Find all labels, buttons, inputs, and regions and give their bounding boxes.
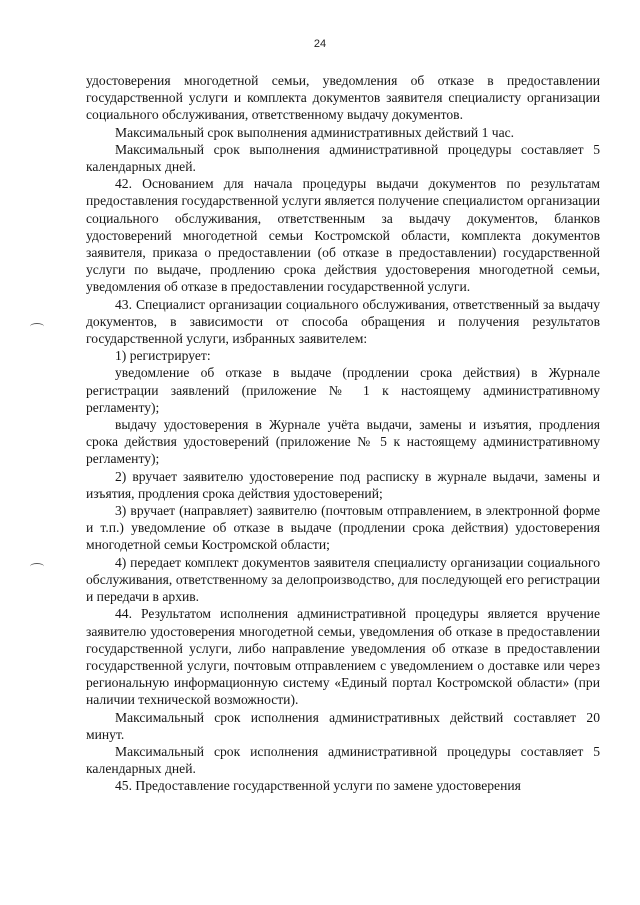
margin-mark	[30, 563, 44, 570]
paragraph: выдачу удостоверения в Журнале учёта выдачи, замены и изъятия, продления срока действия удостоверений (приложение № 5 к настоящему административному регламенту);	[86, 417, 600, 467]
paragraph: 1) регистрирует:	[115, 348, 211, 364]
paragraph: Максимальный срок выполнения административных действий 1 час.	[115, 124, 515, 140]
paragraph: 4) передает комплект документов заявителя специалисту организации социального обслуживания, ответственному за делопроизводство, для последующей его регистрации и передачи в архив.	[86, 554, 600, 605]
paragraph: 3) вручает (направляет) заявителю (почтовым отправлением, в электронной форме и т.п.) уведомление об отказе в выдаче (продлении срока действия) удостоверения многодетной семьи Костромской области;	[86, 503, 600, 553]
paragraph: удостоверения многодетной семьи, уведомления об отказе в предоставлении государственной услуги и комплекта документов заявителя специалисту организации социального обслуживания, ответственному выдачу документов.	[86, 73, 600, 123]
margin-mark	[30, 323, 44, 330]
paragraph: уведомление об отказе в выдаче (продлении срока действия) в Журнале регистрации заявлений (приложение № 1 к настоящему административному регламенту);	[86, 365, 600, 415]
paragraph: 45. Предоставление государственной услуги по замене удостоверения	[115, 778, 521, 794]
paragraph: 44. Результатом исполнения административной процедуры является вручение заявителю удостоверения многодетной семьи, уведомления об отказе в предоставлении государственной услуги, либо направление уведомления об отказе в предоставлении государственной услуги, почтовым отправлением с уведомлением о доставке или через региональную информационную систему «Единый портал Костромской области» (при наличии технической возможности).	[86, 606, 600, 708]
paragraph: 2) вручает заявителю удостоверение под расписку в журнале выдачи, замены и изъятия, продления срока действия удостоверений;	[86, 468, 600, 501]
paragraph: Максимальный срок выполнения административной процедуры составляет 5 календарных дней.	[86, 141, 600, 175]
paragraph: 42. Основанием для начала процедуры выдачи документов по результатам предоставления государственной услуги является получение специалистом организации социального обслуживания, ответственным за выдачу документов, бланков удостоверений многодетной семьи Костромской области, комплекта документов заявителя, приказа о предоставлении (об отказе в предоставлении) государственной услуги по выдаче, продлению срока действия удостоверения многодетной семьи, уведомления об отказе в предоставлении государственной услуги.	[86, 176, 600, 295]
paragraph: Максимальный срок исполнения административной процедуры составляет 5 календарных дней.	[86, 743, 600, 777]
paragraph: Максимальный срок исполнения административных действий составляет 20 минут.	[86, 709, 600, 742]
paragraph: 43. Специалист организации социального обслуживания, ответственный за выдачу документов, в зависимости от способа обращения и получения результатов государственной услуги, избранных заявителем:	[86, 296, 600, 347]
document-body	[86, 72, 600, 795]
page-number: 24	[313, 38, 327, 50]
